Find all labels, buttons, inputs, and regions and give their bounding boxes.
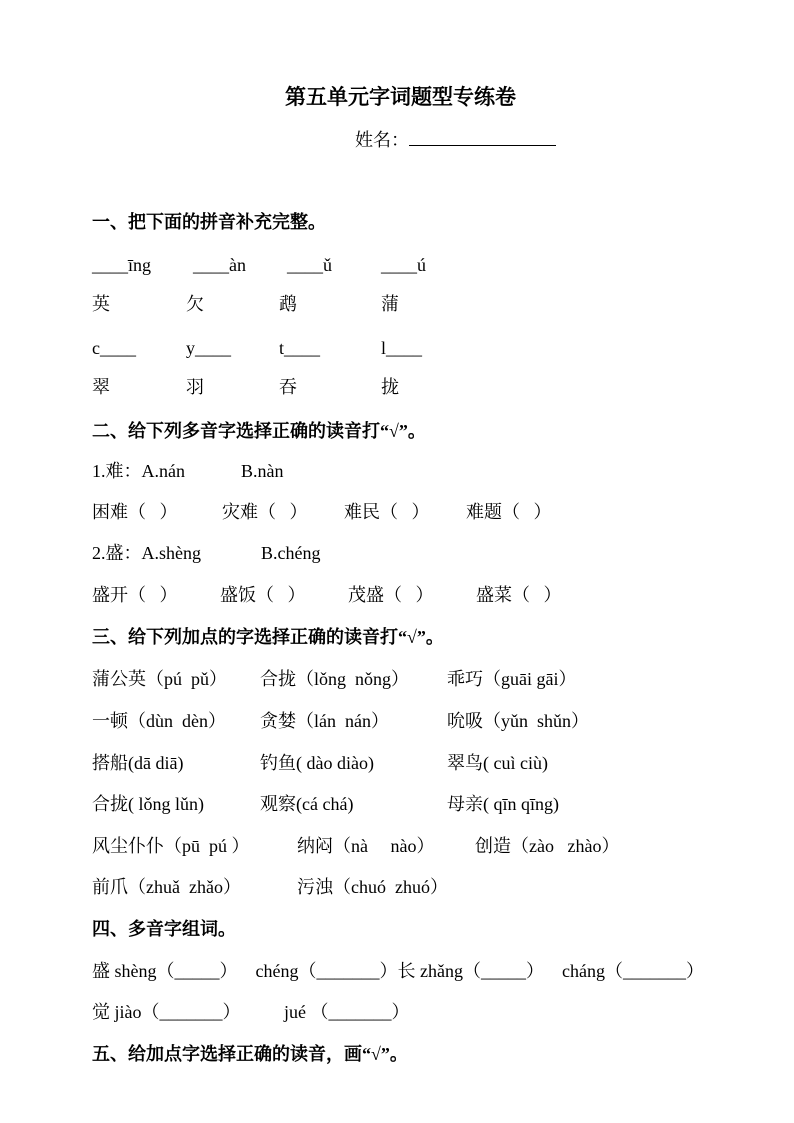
section-2-heading: 二、给下列多音字选择正确的读音打“√”。 bbox=[92, 421, 426, 441]
name-field bbox=[355, 129, 556, 151]
hanzi-character: 欠 bbox=[186, 294, 204, 314]
name-label: 姓名： bbox=[355, 130, 409, 150]
word-group-item: jué （_______） bbox=[284, 1002, 410, 1022]
word-choice-item: 难民（ ） bbox=[344, 502, 430, 522]
reading-choice-item: 吮吸（yǔn shǔn） bbox=[447, 711, 590, 731]
page-title: 第五单元字词题型专练卷 bbox=[285, 85, 516, 109]
reading-choice-item: 纳闷（nà nào） bbox=[297, 836, 435, 856]
reading-choice-item: 前爪（zhuǎ zhǎo） bbox=[92, 877, 241, 897]
pinyin-blank: l____ bbox=[381, 338, 423, 358]
pinyin-blank: t____ bbox=[279, 338, 321, 358]
hanzi-character: 蒲 bbox=[381, 294, 399, 314]
pinyin-blank: ____ú bbox=[381, 255, 426, 275]
word-choice-item: 盛饭（ ） bbox=[220, 585, 306, 605]
reading-choice-item: 钓鱼( dào diào) bbox=[260, 753, 374, 773]
question-prompt: 2.盛：A.shèng bbox=[92, 543, 201, 563]
word-choice-item: 茂盛（ ） bbox=[348, 585, 434, 605]
hanzi-character: 羽 bbox=[186, 377, 204, 397]
word-group-line bbox=[92, 960, 704, 982]
word-group-item: cháng（_______） bbox=[561, 961, 704, 981]
section-4-heading: 四、多音字组词。 bbox=[92, 919, 236, 939]
pinyin-blank: ____īng bbox=[92, 255, 152, 275]
pinyin-blank: c____ bbox=[92, 338, 136, 358]
word-group-item: 觉 jiào（_______） bbox=[92, 1002, 241, 1022]
reading-choice-item: 风尘仆仆（pū pú ） bbox=[92, 836, 250, 856]
reading-choice-item: 翠鸟( cuì ciù) bbox=[447, 753, 548, 773]
word-choice-item: 盛菜（ ） bbox=[476, 585, 562, 605]
hanzi-character: 翠 bbox=[92, 377, 110, 397]
name-blank-line bbox=[409, 129, 556, 146]
pinyin-blank: ____ǔ bbox=[287, 255, 332, 275]
word-group-item: 盛 shèng（_____） bbox=[92, 961, 238, 981]
reading-choice-item: 母亲( qīn qīng) bbox=[447, 794, 559, 814]
section-1-heading: 一、把下面的拼音补充完整。 bbox=[92, 212, 326, 232]
reading-choice-item: 合拢（lǒng nǒng） bbox=[260, 669, 410, 689]
reading-choice-item: 一顿（dùn dèn） bbox=[92, 711, 226, 731]
hanzi-character: 鹉 bbox=[279, 294, 297, 314]
word-group-item: chéng（_______） bbox=[255, 961, 398, 981]
option-b-label: B.nàn bbox=[241, 461, 284, 481]
option-b-label: B.chéng bbox=[261, 543, 321, 563]
section-3-heading: 三、给下列加点的字选择正确的读音打“√”。 bbox=[92, 627, 444, 647]
word-choice-item: 困难（ ） bbox=[92, 502, 178, 522]
hanzi-character: 英 bbox=[92, 294, 110, 314]
reading-choice-item: 乖巧（guāi gāi） bbox=[447, 669, 577, 689]
section-5-heading: 五、给加点字选择正确的读音，画“√”。 bbox=[92, 1044, 408, 1064]
hanzi-character: 拢 bbox=[381, 377, 399, 397]
hanzi-character: 吞 bbox=[279, 377, 297, 397]
reading-choice-item: 搭船(dā diā) bbox=[92, 753, 184, 773]
word-choice-item: 难题（ ） bbox=[466, 502, 552, 522]
pinyin-blank: y____ bbox=[186, 338, 231, 358]
reading-choice-item: 贪婪（lán nán） bbox=[260, 711, 389, 731]
word-group-item: 长 zhǎng（_____） bbox=[397, 961, 544, 981]
word-choice-item: 盛开（ ） bbox=[92, 585, 178, 605]
reading-choice-item: 合拢( lǒng lǔn) bbox=[92, 794, 204, 814]
question-prompt: 1.难：A.nán bbox=[92, 461, 185, 481]
reading-choice-item: 创造（zào zhào） bbox=[475, 836, 620, 856]
reading-choice-item: 蒲公英（pú pǔ） bbox=[92, 669, 227, 689]
reading-choice-item: 观察(cá chá) bbox=[260, 794, 354, 814]
word-choice-item: 灾难（ ） bbox=[222, 502, 308, 522]
pinyin-blank: ____àn bbox=[193, 255, 246, 275]
reading-choice-item: 污浊（chuó zhuó） bbox=[297, 877, 448, 897]
